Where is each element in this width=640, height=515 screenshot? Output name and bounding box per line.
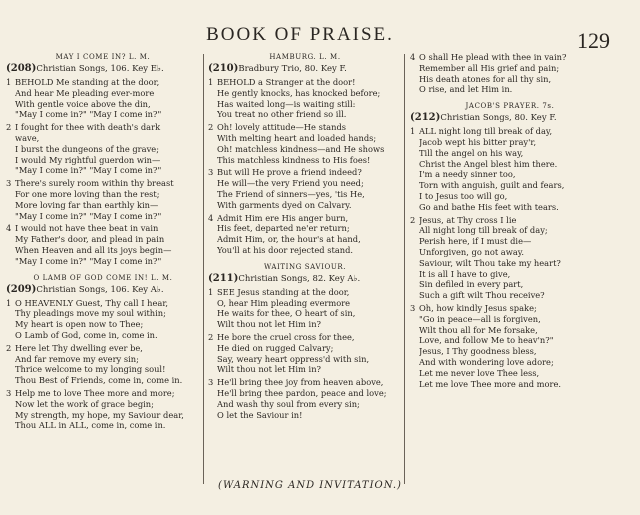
stanza (208, 287, 402, 330)
hymn-number: (212) (410, 112, 441, 124)
stanza-lines (15, 122, 200, 176)
verse-line: With garments dyed on Calvary. (217, 199, 352, 210)
verse-line: O rise, and let Him in. (419, 84, 513, 95)
verse-line: I burst the dungeons of the grave; (15, 143, 159, 154)
running-title: BOOK OF PRAISE. (206, 24, 394, 45)
stanza-lines (217, 287, 402, 330)
verse-line: Admit Him ere His anger burn, (217, 212, 349, 223)
verse-line: His feet, departed ne'er return; (217, 223, 350, 234)
stanza-lines (217, 332, 402, 375)
verse-line: My strength, my hope, my Saviour dear, (15, 409, 184, 420)
hymn (208, 52, 402, 256)
verse-line: And wash thy soul from every sin; (217, 398, 360, 409)
hymn-number: (210) (208, 63, 239, 74)
verse-line: Thy pleadings move my soul within; (15, 308, 166, 319)
verse-line: Such a gift wilt Thou receive? (419, 290, 545, 301)
hymn (6, 52, 200, 267)
verse-line: There's surely room within thy breast (15, 178, 174, 189)
stanza-lines (15, 298, 200, 341)
verse-line: Oh! matchless kindness—and He shows (217, 143, 385, 154)
verse-line: Let me never love Thee less, (419, 367, 540, 378)
verse-line: His death atones for all thy sin, (419, 73, 552, 84)
stanza (6, 343, 200, 386)
hymn (208, 262, 402, 421)
verse-line: O HEAVENLY Guest, Thy call I hear, (15, 297, 169, 308)
verse-line: Wilt thou not let Him in? (217, 319, 321, 330)
stanza-number: 4 (208, 212, 214, 223)
verse-line: And hear Me pleading ever-more (15, 87, 155, 98)
hymn-source-line (208, 63, 402, 75)
stanza-number: 3 (208, 377, 214, 388)
verse-line: Torn with anguish, guilt and fears, (419, 180, 565, 191)
verse-line: When Heaven and all its joys begin— (15, 244, 172, 255)
verse-line: Jacob wept his bitter pray'r, (419, 136, 537, 147)
stanza-number: 4 (6, 223, 12, 234)
verse-line: You'll at his door rejected stand. (217, 244, 354, 255)
verse-line: SEE Jesus standing at the door, (217, 286, 350, 297)
hymn-source-line (208, 273, 402, 285)
stanza-number: 2 (410, 214, 416, 225)
verse-line: And with wondering love adore; (419, 356, 554, 367)
stanza (6, 223, 200, 266)
hymn-source-line (6, 284, 200, 296)
stanza-lines (15, 343, 200, 386)
verse-line: He bore the cruel cross for thee, (217, 331, 355, 342)
page-number: 129 (577, 28, 610, 53)
verse-line: Admit Him, or, the hour's at hand, (217, 234, 361, 245)
verse-line: Wilt thou all for Me forsake, (419, 324, 538, 335)
verse-line: "May I come in?" "May I come in?" (15, 109, 162, 120)
column-divider (404, 54, 405, 484)
stanza-number: 3 (6, 387, 12, 398)
verse-line: All night long till break of day; (419, 225, 548, 236)
stanza (208, 377, 402, 420)
verse-line: Jesus, at Thy cross I lie (419, 214, 517, 225)
verse-line: He'll bring thee joy from heaven above, (217, 377, 384, 388)
verse-line: Unforgiven, go not away. (419, 246, 525, 257)
verse-line: With gentle voice above the din, (15, 98, 151, 109)
stanza (410, 52, 610, 95)
stanza-lines (15, 388, 200, 431)
hymn-source: Christian Songs, 106. Key A♭. (36, 284, 164, 295)
hymn-number: (208) (6, 63, 37, 74)
stanza-lines (419, 126, 610, 212)
verse-line: Perish here, if I must die— (419, 236, 532, 247)
verse-line: "May I come in?" "May I come in?" (15, 210, 162, 221)
hymn-source: Bradbury Trio, 80. Key F. (238, 64, 347, 74)
stanza-lines (15, 77, 200, 120)
verse-line: Till the angel on his way, (419, 147, 524, 158)
verse-line: Thou ALL in ALL, come in, come in. (15, 420, 166, 431)
verse-line: Christ the Angel blest him there. (419, 158, 558, 169)
verse-line: Here let Thy dwelling ever be, (15, 342, 143, 353)
stanza (208, 77, 402, 120)
stanza-number: 2 (6, 342, 12, 353)
hymn-title: MAY I COME IN? L. M. (55, 53, 151, 61)
verse-line: He gently knocks, has knocked before; (217, 87, 381, 98)
verse-line: "May I come in?" "May I come in?" (15, 165, 162, 176)
verse-line: BEHOLD Me standing at the door, (15, 77, 160, 87)
stanza-lines (217, 122, 402, 165)
stanza (6, 122, 200, 176)
stanza-number: 4 (410, 52, 416, 62)
stanza (208, 122, 402, 165)
stanza (410, 303, 610, 389)
verse-line: You treat no other friend so ill. (217, 109, 347, 120)
column-2 (208, 50, 402, 426)
stanza-number: 3 (6, 178, 12, 189)
page-header (0, 0, 640, 53)
verse-line: Now let the work of grace begin; (15, 398, 154, 409)
hymn-number: (211) (208, 272, 239, 284)
verse-line: I'm a needy sinner too, (419, 169, 516, 180)
stanza-lines (15, 223, 200, 266)
stanza (208, 167, 402, 210)
stanza (6, 388, 200, 431)
verse-line: This matchless kindness to His foes! (217, 154, 371, 165)
stanza-number: 1 (410, 126, 416, 137)
column-divider (203, 54, 204, 484)
stanza-lines (15, 178, 200, 221)
hymn-title: HAMBURG. L. M. (269, 53, 341, 61)
verse-line: BEHOLD a Stranger at the door! (217, 77, 356, 87)
verse-line: Go and bathe His feet with tears. (419, 201, 559, 212)
stanza (410, 215, 610, 301)
verse-line: ALL night long till break of day, (419, 126, 553, 137)
verse-line: And far remove my every sin; (15, 353, 139, 364)
hymn-source: Christian Songs, 80. Key F. (440, 113, 557, 124)
verse-line: I would not have thee beat in vain (15, 223, 159, 234)
stanza-number: 2 (208, 122, 214, 133)
verse-line: My Father's door, and plead in pain (15, 234, 165, 245)
stanza-lines (419, 215, 610, 301)
stanza-lines (217, 77, 402, 120)
stanza-lines (419, 52, 610, 95)
stanza-lines (419, 303, 610, 389)
verse-line: O Lamb of God, come in, come in. (15, 329, 158, 340)
verse-line: O let the Saviour in! (217, 409, 303, 420)
stanza-number: 1 (6, 77, 12, 87)
verse-line: Thou Best of Friends, come in, come in. (15, 375, 183, 386)
verse-line: Thrice welcome to my longing soul! (15, 364, 166, 375)
verse-line: "May I come in?" "May I come in?" (15, 255, 162, 266)
verse-line: I fought for thee with death's dark (15, 122, 161, 133)
verse-line: He will—the very Friend you need; (217, 178, 364, 189)
hymn-title: O LAMB OF GOD COME IN! L. M. (33, 273, 173, 282)
verse-line: Sin defiled in every part, (419, 279, 524, 290)
hymn (410, 52, 610, 95)
verse-line: He'll bring thee pardon, peace and love; (217, 387, 387, 398)
stanza-number: 3 (410, 302, 416, 313)
verse-line: My heart is open now to Thee; (15, 319, 144, 330)
section-footer: (WARNING AND INVITATION.) (218, 480, 402, 491)
verse-line: Say, weary heart oppress'd with sin, (217, 353, 370, 364)
verse-line: The Friend of sinners—yes, 'tis He, (217, 188, 365, 199)
column-3 (410, 50, 610, 395)
verse-line: He died on rugged Calvary; (217, 342, 334, 353)
verse-line: Remember all His grief and pain; (419, 62, 560, 73)
verse-line: Has waited long—is waiting still: (217, 98, 356, 109)
hymn-source: Christian Songs, 106. Key E♭. (36, 64, 164, 74)
verse-line: Oh, how kindly Jesus spake; (419, 302, 537, 313)
stanza-lines (217, 213, 402, 256)
verse-line: O, hear Him pleading evermore (217, 297, 351, 308)
verse-line: But will He prove a friend indeed? (217, 167, 362, 178)
verse-line: Help me to love Thee more and more; (15, 387, 175, 398)
verse-line: Wilt thou not let Him in? (217, 364, 321, 375)
stanza (6, 298, 200, 341)
hymn-number: (209) (6, 283, 37, 295)
hymn-source-line (6, 63, 200, 75)
hymn (6, 273, 200, 432)
verse-line: Love, and follow Me to heav'n?" (419, 335, 554, 346)
hymn (410, 101, 610, 389)
verse-line: O shall He plead with thee in vain? (419, 52, 567, 62)
verse-line: wave, (15, 132, 40, 143)
stanza (208, 213, 402, 256)
stanza-lines (217, 377, 402, 420)
verse-line: With melting heart and loaded hands; (217, 132, 377, 143)
verse-line: He waits for thee, O heart of sin, (217, 308, 356, 319)
stanza (6, 77, 200, 120)
verse-line: "Go in peace—all is forgiven, (419, 313, 541, 324)
stanza-number: 2 (6, 122, 12, 133)
verse-line: More loving far than earthly kin— (15, 199, 159, 210)
hymn-source-line (410, 112, 610, 124)
stanza-number: 1 (208, 77, 214, 87)
verse-line: Oh! lovely attitude—He stands (217, 122, 347, 133)
verse-line: Saviour, wilt Thou take my heart? (419, 257, 561, 268)
verse-line: Let me love Thee more and more. (419, 378, 562, 389)
verse-line: It is all I have to give, (419, 268, 511, 279)
hymn-title: WAITING SAVIOUR. (263, 262, 347, 271)
verse-line: Jesus, I Thy goodness bless, (419, 346, 537, 357)
hymn-source: Christian Songs, 82. Key A♭. (238, 273, 361, 284)
verse-line: I to Jesus too will go, (419, 190, 508, 201)
stanza-number: 1 (6, 297, 12, 308)
verse-line: I would My rightful guerdon win— (15, 154, 161, 165)
stanza-number: 3 (208, 167, 214, 178)
stanza-number: 2 (208, 331, 214, 342)
stanza (6, 178, 200, 221)
stanza-lines (217, 167, 402, 210)
hymn-title: JACOB'S PRAYER. 7s. (465, 102, 555, 111)
stanza (410, 126, 610, 212)
verse-line: For one more loving than the rest; (15, 188, 160, 199)
stanza-number: 1 (208, 286, 214, 297)
column-1 (6, 50, 200, 437)
stanza (208, 332, 402, 375)
